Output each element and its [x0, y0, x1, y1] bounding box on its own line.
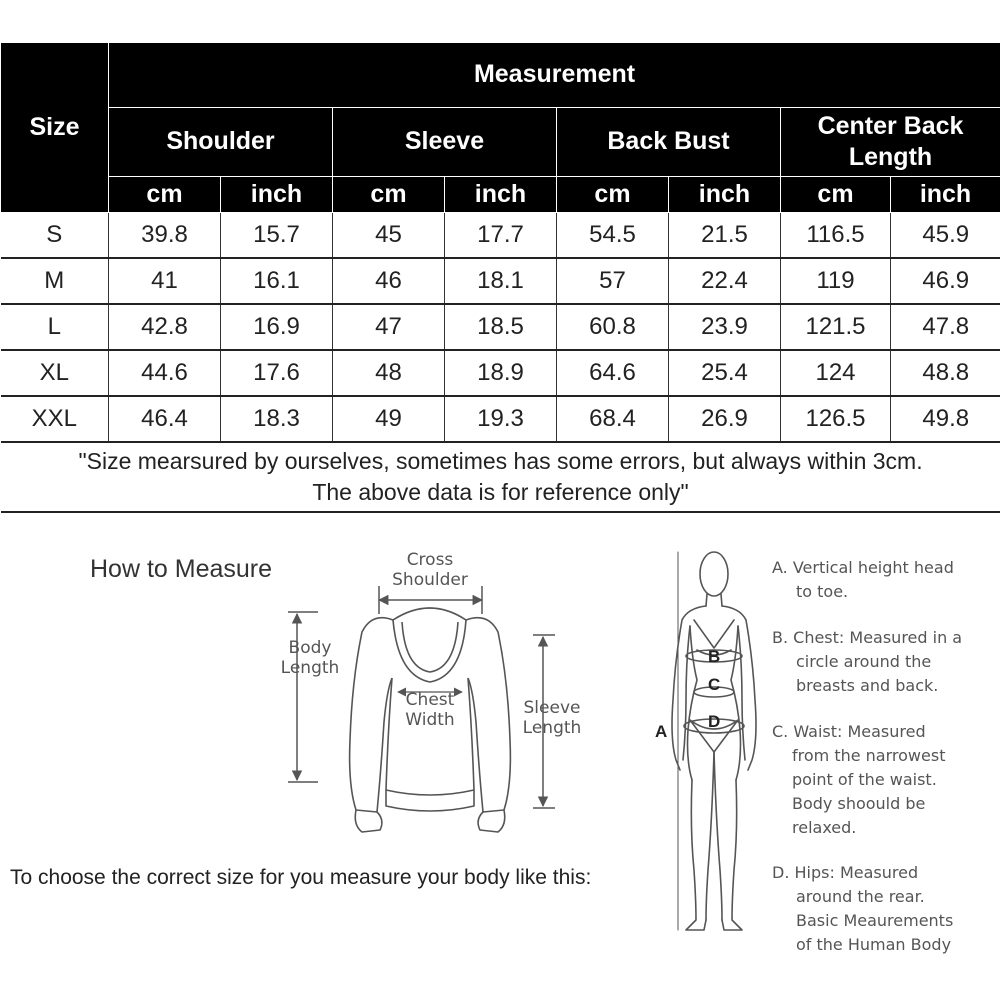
- value-cell: 18.1: [445, 258, 557, 304]
- table-row: [1, 213, 1000, 259]
- note-d: D. Hips: Measured around the rear. Basic Meaurements of the Human Body: [772, 863, 954, 954]
- value-cell: 44.6: [109, 350, 221, 396]
- marker-d: D: [708, 712, 721, 731]
- cross-shoulder-arrow: [379, 586, 482, 614]
- value-cell: 49.8: [891, 396, 1000, 442]
- back-bust-header: Back Bust: [557, 108, 781, 177]
- unit-header: inch: [891, 177, 1000, 213]
- value-cell: 16.1: [221, 258, 333, 304]
- disclaimer-line-1: "Size mearsured by ourselves, sometimes has some errors, but always within 3cm.: [78, 448, 923, 474]
- value-cell: 47.8: [891, 304, 1000, 350]
- shoulder-header: Shoulder: [109, 108, 333, 177]
- sleeve-length-label: Sleeve Length: [522, 698, 582, 738]
- value-cell: 17.6: [221, 350, 333, 396]
- value-cell: 18.3: [221, 396, 333, 442]
- value-cell: 45: [333, 213, 445, 259]
- value-cell: 41: [109, 258, 221, 304]
- value-cell: 23.9: [669, 304, 781, 350]
- note-a: A. Vertical height head to toe.: [772, 558, 954, 601]
- size-header: Size: [1, 43, 109, 213]
- value-cell: 46.9: [891, 258, 1000, 304]
- table-row: [1, 396, 1000, 442]
- value-cell: 116.5: [781, 213, 891, 259]
- value-cell: 54.5: [557, 213, 669, 259]
- unit-header: cm: [557, 177, 669, 213]
- size-cell: S: [1, 213, 109, 259]
- value-cell: 60.8: [557, 304, 669, 350]
- measurement-header: Measurement: [109, 43, 1000, 108]
- cross-shoulder-label: Cross Shoulder: [392, 550, 468, 590]
- marker-a: A: [655, 722, 668, 741]
- how-to-measure-title: How to Measure: [90, 555, 273, 583]
- value-cell: 25.4: [669, 350, 781, 396]
- marker-b: B: [708, 647, 721, 666]
- unit-header: inch: [669, 177, 781, 213]
- measure-instruction: To choose the correct size for you measure your body like this:: [10, 866, 592, 889]
- value-cell: 21.5: [669, 213, 781, 259]
- disclaimer-note: [1, 442, 1000, 512]
- body-length-label: Body Length: [280, 638, 340, 678]
- value-cell: 16.9: [221, 304, 333, 350]
- value-cell: 39.8: [109, 213, 221, 259]
- value-cell: 49: [333, 396, 445, 442]
- value-cell: 45.9: [891, 213, 1000, 259]
- value-cell: 22.4: [669, 258, 781, 304]
- unit-header: cm: [333, 177, 445, 213]
- value-cell: 46.4: [109, 396, 221, 442]
- value-cell: 124: [781, 350, 891, 396]
- chest-width-label: Chest Width: [405, 690, 455, 730]
- marker-c: C: [708, 675, 721, 694]
- unit-header: inch: [445, 177, 557, 213]
- sleeve-header: Sleeve: [333, 108, 557, 177]
- size-cell: XL: [1, 350, 109, 396]
- value-cell: 18.5: [445, 304, 557, 350]
- table-row: [1, 304, 1000, 350]
- value-cell: 26.9: [669, 396, 781, 442]
- value-cell: 57: [557, 258, 669, 304]
- table-row: [1, 350, 1000, 396]
- value-cell: 15.7: [221, 213, 333, 259]
- value-cell: 64.6: [557, 350, 669, 396]
- value-cell: 19.3: [445, 396, 557, 442]
- table-row: [1, 258, 1000, 304]
- unit-header: cm: [781, 177, 891, 213]
- size-chart-table: [0, 42, 1000, 513]
- size-cell: L: [1, 304, 109, 350]
- value-cell: 48: [333, 350, 445, 396]
- value-cell: 121.5: [781, 304, 891, 350]
- disclaimer-line-2: The above data is for reference only": [312, 479, 689, 505]
- value-cell: 42.8: [109, 304, 221, 350]
- body-outline-icon: [672, 552, 756, 930]
- unit-header: cm: [109, 177, 221, 213]
- value-cell: 68.4: [557, 396, 669, 442]
- table-body: [1, 213, 1000, 443]
- value-cell: 46: [333, 258, 445, 304]
- size-cell: XXL: [1, 396, 109, 442]
- value-cell: 18.9: [445, 350, 557, 396]
- size-cell: M: [1, 258, 109, 304]
- value-cell: 48.8: [891, 350, 1000, 396]
- value-cell: 47: [333, 304, 445, 350]
- value-cell: 126.5: [781, 396, 891, 442]
- note-c: C. Waist: Measured from the narrowest point of the waist. Body shoould be relaxed.: [772, 722, 946, 837]
- value-cell: 119: [781, 258, 891, 304]
- unit-header: inch: [221, 177, 333, 213]
- note-b: B. Chest: Measured in a circle around the breasts and back.: [772, 628, 963, 695]
- center-back-length-header: Center Back Length: [781, 108, 1000, 177]
- value-cell: 17.7: [445, 213, 557, 259]
